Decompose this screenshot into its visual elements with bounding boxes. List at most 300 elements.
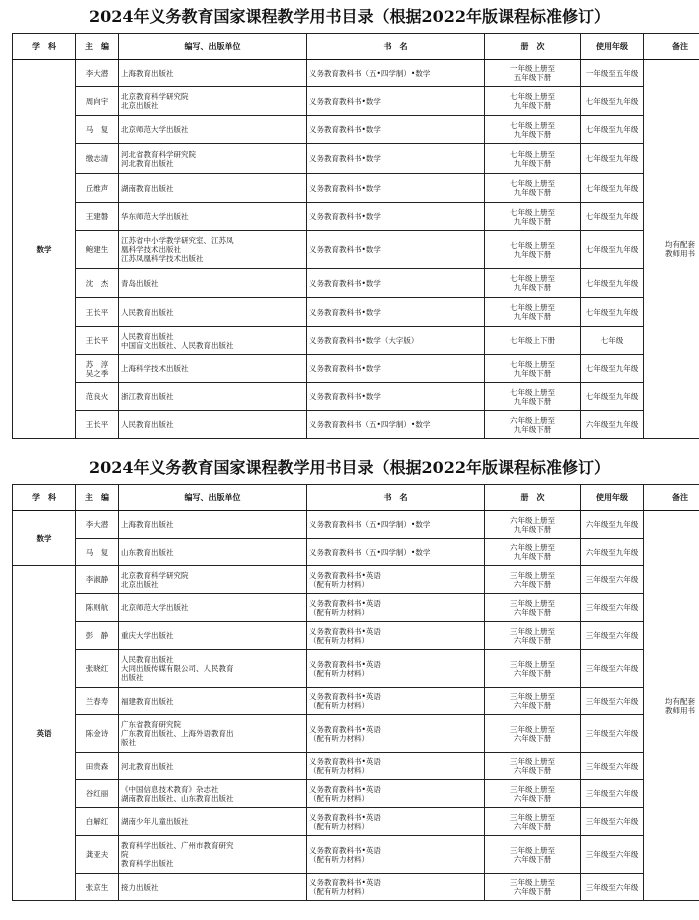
volume-cell-line: 七年级上册至: [510, 240, 555, 250]
volume-cell-line: 六年级下册: [513, 668, 552, 678]
editor-cell: [76, 60, 119, 87]
header-subject: 学 科: [13, 34, 76, 60]
book-title-cell-line: 义务教育教科书•英语: [309, 757, 381, 766]
editor-cell-line: 王长平: [85, 420, 109, 429]
grade-cell: 七年级至九年级: [581, 269, 644, 298]
page-title-repeat: 2024年义务教育国家课程教学用书目录（根据2022年版课程标准修订）: [88, 458, 611, 477]
publisher-cell-line: 人民教育出版社: [121, 307, 174, 317]
volume-cell: [485, 116, 581, 144]
volume-cell-line: 六年级下册: [513, 766, 552, 775]
table-row: [13, 874, 699, 901]
editor-cell: [76, 116, 119, 144]
volume-cell: [485, 808, 581, 836]
book-title-cell: [307, 355, 485, 383]
volume-cell-line: 九年级下册: [513, 552, 552, 561]
publisher-cell: [119, 87, 307, 116]
volume-cell-line: 三年级上册至: [510, 784, 555, 794]
book-title-cell-line: 义务教育教科书•英语: [309, 812, 381, 822]
book-title-cell-line: （配有听力材料）: [309, 821, 369, 831]
table-row: [13, 780, 699, 808]
volume-cell-line: 七年级上册至: [510, 387, 555, 397]
table-row: [13, 383, 699, 411]
book-title-cell-line: 义务教育教科书•英语: [309, 878, 381, 887]
publisher-cell: [119, 511, 307, 539]
note-cell-line: 均有配套: [665, 696, 695, 706]
publisher-cell: [119, 594, 307, 622]
volume-cell-line: 七年级上册至: [510, 92, 555, 101]
grade-cell: 三年级至六年级: [581, 753, 644, 780]
volume-cell: [485, 650, 581, 688]
header-subject: 学 科: [13, 485, 76, 511]
volume-cell-line: 六年级下册: [513, 607, 552, 617]
book-title-cell-line: 义务教育教科书•数学: [309, 154, 381, 163]
publisher-cell: [119, 327, 307, 355]
publisher-cell-line: 中国盲文出版社、人民教育出版社: [121, 340, 234, 350]
volume-cell-line: 九年级下册: [513, 524, 552, 534]
table-row: [13, 622, 699, 650]
volume-cell-line: 九年级下册: [513, 424, 552, 434]
book-title-cell-line: （配有听力材料）: [309, 793, 369, 803]
publisher-cell: [119, 116, 307, 144]
publisher-cell-line: 河北教育出版社: [121, 158, 174, 168]
book-title-cell: [307, 87, 485, 116]
publisher-cell-line: 江苏凤凰科学技术出版社: [121, 254, 204, 263]
table-row: [13, 566, 699, 594]
editor-cell-line: 田贵森: [85, 761, 109, 771]
header-row: [13, 485, 699, 511]
volume-cell-line: 七年级上册至: [510, 120, 555, 130]
grade-cell: 七年级至九年级: [581, 355, 644, 383]
volume-cell: [485, 231, 581, 269]
publisher-cell: [119, 298, 307, 327]
publisher-cell-line: 湖南教育出版社、山东教育出版社: [121, 793, 234, 803]
publisher-cell-line: 人民教育出版社: [121, 331, 174, 341]
subject-cell: 英语: [13, 566, 76, 901]
publisher-cell-line: 北京师范大学出版社: [121, 125, 189, 134]
publisher-cell-line: 教育科学出版社: [121, 859, 174, 868]
editor-cell: [76, 298, 119, 327]
book-title-cell-line: （配有听力材料）: [309, 701, 369, 710]
publisher-cell-line: 北京出版社: [121, 101, 159, 110]
editor-cell-line: 王长平: [85, 307, 109, 317]
volume-cell: [485, 566, 581, 594]
editor-cell-line: 李淑静: [85, 575, 109, 584]
publisher-cell: [119, 383, 307, 411]
grade-cell: 三年级至六年级: [581, 566, 644, 594]
volume-cell: [485, 298, 581, 327]
editor-cell: [76, 715, 119, 753]
book-title-cell: [307, 594, 485, 622]
book-title-cell-line: 义务教育教科书•数学: [309, 212, 381, 221]
book-title-cell: [307, 327, 485, 355]
book-title-cell: [307, 874, 485, 901]
volume-cell-line: 三年级上册至: [510, 692, 555, 701]
volume-cell-line: 三年级上册至: [510, 812, 555, 822]
publisher-cell-line: 广东教育出版社、上海外语教育出: [121, 729, 234, 738]
grade-cell: 六年级至九年级: [581, 411, 644, 439]
editor-cell: [76, 203, 119, 231]
volume-cell-line: 九年级下册: [513, 368, 552, 378]
publisher-cell-line: 《中国信息技术教育》杂志社: [121, 784, 219, 794]
publisher-cell: [119, 269, 307, 298]
volume-cell: [485, 174, 581, 203]
volume-cell: [485, 622, 581, 650]
editor-cell-line: 鲍建生: [85, 245, 109, 254]
editor-cell: [76, 650, 119, 688]
grade-cell: 三年级至六年级: [581, 688, 644, 715]
editor-cell: [76, 144, 119, 174]
publisher-cell-line: 大同出版传媒有限公司、人民教育: [121, 664, 234, 673]
publisher-cell-line: 广东省教育研究院: [121, 720, 181, 729]
publisher-cell: [119, 808, 307, 836]
editor-cell-line: 丘维声: [85, 183, 109, 193]
volume-cell: [485, 411, 581, 439]
volume-cell-line: 六年级上册至: [510, 415, 555, 425]
table-row: [13, 231, 699, 269]
book-title-cell-line: （配有听力材料）: [309, 635, 369, 645]
publisher-cell-line: 北京出版社: [121, 579, 159, 589]
editor-cell: [76, 688, 119, 715]
volume-cell-line: 六年级上册至: [510, 515, 555, 525]
editor-cell: [76, 836, 119, 874]
publisher-cell-line: 上海科学技术出版社: [121, 364, 189, 373]
header-grade: 使用年级: [581, 485, 644, 511]
publisher-cell: [119, 411, 307, 439]
volume-cell-line: 一年级上册至: [510, 64, 555, 73]
subject-cell: 数学: [13, 511, 76, 566]
publisher-cell-line: 人民教育出版社: [121, 655, 174, 664]
book-title-cell-line: 义务教育教科书•数学: [309, 245, 381, 254]
volume-cell-line: 六年级下册: [513, 854, 552, 864]
volume-cell: [485, 539, 581, 566]
publisher-cell-line: 出版社: [121, 673, 144, 682]
book-title-cell: [307, 688, 485, 715]
publisher-cell-line: 湖南教育出版社: [121, 183, 174, 193]
publisher-cell: [119, 622, 307, 650]
editor-cell: [76, 874, 119, 901]
volume-cell: [485, 383, 581, 411]
volume-cell-line: 六年级下册: [513, 733, 552, 743]
volume-cell: [485, 144, 581, 174]
grade-cell: 三年级至六年级: [581, 715, 644, 753]
publisher-cell: [119, 144, 307, 174]
grade-cell: 一年级至五年级: [581, 60, 644, 87]
table-row: [13, 836, 699, 874]
book-title-cell-line: 义务教育教科书（五•四学制）•数学: [309, 68, 431, 78]
note-cell-line: 教师用书: [665, 249, 695, 258]
volume-cell-line: 九年级下册: [513, 312, 552, 321]
header-volume: 册 次: [485, 34, 581, 60]
publisher-cell-line: 上海教育出版社: [121, 520, 174, 529]
table-row: [13, 688, 699, 715]
editor-cell-line: 范良火: [85, 392, 109, 401]
volume-cell-line: 六年级下册: [513, 793, 552, 803]
editor-cell: [76, 87, 119, 116]
grade-cell: 三年级至六年级: [581, 594, 644, 622]
grade-cell: 三年级至六年级: [581, 808, 644, 836]
editor-cell: [76, 539, 119, 566]
volume-cell-line: 七年级上下册: [510, 336, 555, 345]
volume-cell-line: 九年级下册: [513, 129, 552, 139]
volume-cell-line: 三年级上册至: [510, 878, 555, 887]
editor-cell-line: 马 复: [85, 125, 109, 134]
editor-cell-line: 马 复: [85, 547, 109, 557]
publisher-cell-line: 重庆大学出版社: [121, 631, 174, 640]
editor-cell-line: 陈金诗: [85, 729, 109, 738]
book-title-cell-line: （配有听力材料）: [309, 607, 369, 617]
book-title-cell-line: （配有听力材料）: [309, 733, 369, 743]
book-title-cell: [307, 566, 485, 594]
grade-cell: 三年级至六年级: [581, 836, 644, 874]
editor-cell: [76, 566, 119, 594]
book-title-cell: [307, 298, 485, 327]
book-title-cell-line: 义务教育教科书（五•四学制）•数学: [309, 547, 431, 557]
publisher-cell: [119, 174, 307, 203]
volume-cell-line: 三年级上册至: [510, 626, 555, 636]
editor-cell-line: 苏 淳: [85, 359, 109, 369]
editor-cell: [76, 269, 119, 298]
book-title-cell: [307, 60, 485, 87]
editor-cell: [76, 594, 119, 622]
textbook-table-2: [12, 484, 699, 901]
editor-cell: [76, 327, 119, 355]
volume-cell-line: 六年级下册: [513, 701, 552, 710]
table-row: [13, 327, 699, 355]
editor-cell-line: 缴志清: [85, 154, 109, 163]
publisher-cell-line: 福建教育出版社: [121, 696, 174, 706]
editor-cell-line: 王建磐: [85, 212, 109, 221]
note-cell: [644, 60, 699, 439]
publisher-cell-line: 北京教育科学研究院: [121, 570, 189, 580]
volume-cell: [485, 203, 581, 231]
volume-cell-line: 三年级上册至: [510, 724, 555, 734]
header-grade: 使用年级: [581, 34, 644, 60]
header-note: 备注: [644, 485, 699, 511]
book-title-cell-line: 义务教育教科书•数学（大字版）: [309, 336, 419, 345]
volume-cell: [485, 715, 581, 753]
volume-cell-line: 九年级下册: [513, 188, 552, 197]
publisher-cell: [119, 715, 307, 753]
table-row: [13, 116, 699, 144]
book-title-cell-line: 义务教育教科书•数学: [309, 96, 381, 106]
table-row: [13, 203, 699, 231]
editor-cell-line: 吴之季: [85, 368, 109, 378]
table-row: [13, 355, 699, 383]
book-title-cell: [307, 511, 485, 539]
book-title-cell-line: （配有听力材料）: [309, 766, 369, 775]
volume-cell: [485, 594, 581, 622]
book-title-cell-line: 义务教育教科书（五•四学制）•数学: [309, 520, 431, 529]
header-publisher: 编写、出版单位: [119, 485, 307, 511]
publisher-cell: [119, 60, 307, 87]
volume-cell: [485, 688, 581, 715]
grade-cell: 七年级至九年级: [581, 116, 644, 144]
publisher-cell-line: 人民教育出版社: [121, 420, 174, 429]
grade-cell: 三年级至六年级: [581, 780, 644, 808]
book-title-cell-line: 义务教育教科书•英语: [309, 724, 381, 734]
header-book: 书 名: [307, 34, 485, 60]
header-book: 书 名: [307, 485, 485, 511]
editor-cell-line: 李大潜: [85, 68, 109, 78]
table-row: [13, 298, 699, 327]
publisher-cell-line: 江苏省中小学教学研究室、江苏凤: [121, 236, 234, 245]
editor-cell: [76, 231, 119, 269]
volume-cell: [485, 355, 581, 383]
publisher-cell-line: 版社: [121, 738, 136, 747]
note-cell-line: 均有配套: [665, 240, 695, 249]
table-row: [13, 144, 699, 174]
grade-cell: 七年级至九年级: [581, 144, 644, 174]
grade-cell: 七年级至九年级: [581, 87, 644, 116]
editor-cell-line: 王长平: [85, 336, 109, 345]
book-title-cell-line: （配有听力材料）: [309, 854, 369, 864]
volume-cell-line: 三年级上册至: [510, 845, 555, 855]
note-cell-line: 教师用书: [665, 705, 695, 715]
volume-cell-line: 六年级上册至: [510, 543, 555, 552]
header-row: [13, 34, 699, 60]
publisher-cell-line: 接力出版社: [121, 882, 159, 892]
volume-cell: [485, 87, 581, 116]
book-title-cell: [307, 269, 485, 298]
book-title-cell-line: 义务教育教科书•英语: [309, 692, 381, 701]
book-title-cell: [307, 780, 485, 808]
volume-cell: [485, 327, 581, 355]
header-volume: 册 次: [485, 485, 581, 511]
page-title: 2024年义务教育国家课程教学用书目录（根据2022年版课程标准修订）: [88, 7, 611, 26]
publisher-cell-line: 河北省教育科学研究院: [121, 149, 196, 159]
editor-cell-line: 白解红: [85, 817, 109, 826]
book-title-cell-line: 义务教育教科书•英语: [309, 784, 381, 794]
table-row: [13, 87, 699, 116]
grade-cell: 七年级: [581, 327, 644, 355]
book-title-cell: [307, 116, 485, 144]
volume-cell-line: 六年级下册: [513, 887, 552, 896]
book-title-cell: [307, 808, 485, 836]
publisher-cell-line: 山东教育出版社: [121, 547, 174, 557]
publisher-cell: [119, 836, 307, 874]
book-title-cell-line: （配有听力材料）: [309, 579, 369, 589]
book-title-cell: [307, 411, 485, 439]
volume-cell: [485, 60, 581, 87]
editor-cell: [76, 808, 119, 836]
grade-cell: 七年级至九年级: [581, 203, 644, 231]
volume-cell-line: 九年级下册: [513, 216, 552, 226]
editor-cell: [76, 355, 119, 383]
editor-cell: [76, 511, 119, 539]
subject-cell: 数学: [13, 60, 76, 439]
grade-cell: 七年级至九年级: [581, 231, 644, 269]
volume-cell-line: 七年级上册至: [510, 149, 555, 159]
book-title-cell-line: （配有听力材料）: [309, 887, 369, 896]
table-row: [13, 594, 699, 622]
volume-cell-line: 六年级下册: [513, 821, 552, 831]
volume-cell-line: 七年级上册至: [510, 179, 555, 188]
book-title-cell: [307, 836, 485, 874]
book-title-cell-line: 义务教育教科书•数学: [309, 307, 381, 317]
publisher-cell-line: 上海教育出版社: [121, 68, 174, 78]
grade-cell: 三年级至六年级: [581, 874, 644, 901]
book-title-cell-line: 义务教育教科书•英语: [309, 570, 381, 580]
publisher-cell: [119, 231, 307, 269]
table-row: [13, 808, 699, 836]
table-row: [13, 269, 699, 298]
book-title-cell-line: 义务教育教科书•英语: [309, 659, 381, 669]
volume-cell: [485, 836, 581, 874]
publisher-cell-line: 凰科学技术出版社: [121, 245, 181, 254]
editor-cell-line: 张京生: [85, 882, 109, 892]
volume-cell-line: 九年级下册: [513, 396, 552, 406]
volume-cell-line: 六年级下册: [513, 635, 552, 645]
note-cell: [644, 511, 699, 901]
grade-cell: 七年级至九年级: [581, 298, 644, 327]
editor-cell-line: 兰春寿: [85, 696, 109, 706]
table-row: [13, 650, 699, 688]
volume-cell: [485, 874, 581, 901]
editor-cell: [76, 383, 119, 411]
publisher-cell: [119, 650, 307, 688]
publisher-cell: [119, 566, 307, 594]
publisher-cell: [119, 874, 307, 901]
publisher-cell-line: 院: [121, 850, 129, 859]
book-title-cell-line: 义务教育教科书•数学: [309, 125, 381, 134]
book-title-cell: [307, 203, 485, 231]
editor-cell: [76, 174, 119, 203]
volume-cell-line: 七年级上册至: [510, 303, 555, 312]
publisher-cell: [119, 539, 307, 566]
book-title-cell: [307, 383, 485, 411]
editor-cell-line: 谷红丽: [85, 789, 109, 798]
editor-cell: [76, 780, 119, 808]
volume-cell-line: 九年级下册: [513, 283, 552, 292]
volume-cell-line: 七年级上册至: [510, 207, 555, 217]
volume-cell-line: 九年级下册: [513, 249, 552, 259]
book-title-cell-line: 义务教育教科书•英语: [309, 845, 381, 855]
volume-cell-line: 六年级下册: [513, 579, 552, 589]
table-row: [13, 511, 699, 539]
table-row: [13, 411, 699, 439]
book-title-cell-line: 义务教育教科书•数学: [309, 183, 381, 193]
volume-cell-line: 七年级上册至: [510, 274, 555, 283]
grade-cell: 七年级至九年级: [581, 174, 644, 203]
grade-cell: 七年级至九年级: [581, 383, 644, 411]
book-title-cell-line: 义务教育教科书•英语: [309, 626, 381, 636]
publisher-cell-line: 北京师范大学出版社: [121, 603, 189, 612]
publisher-cell: [119, 780, 307, 808]
book-title-cell-line: 义务教育教科书•数学: [309, 392, 381, 401]
book-title-cell: [307, 622, 485, 650]
grade-cell: 六年级至九年级: [581, 539, 644, 566]
editor-cell-line: 李大潜: [85, 520, 109, 529]
editor-cell: [76, 411, 119, 439]
volume-cell-line: 三年级上册至: [510, 570, 555, 580]
table-row: [13, 715, 699, 753]
volume-cell: [485, 511, 581, 539]
publisher-cell-line: 华东师范大学出版社: [121, 212, 189, 221]
publisher-cell: [119, 753, 307, 780]
volume-cell: [485, 780, 581, 808]
editor-cell-line: 彭 静: [85, 631, 109, 640]
editor-cell-line: 张晓红: [85, 664, 109, 673]
publisher-cell-line: 浙江教育出版社: [121, 392, 174, 401]
grade-cell: 六年级至九年级: [581, 511, 644, 539]
book-title-cell: [307, 231, 485, 269]
volume-cell-line: 七年级上册至: [510, 359, 555, 369]
table-row: [13, 60, 699, 87]
book-title-cell: [307, 144, 485, 174]
grade-cell: 三年级至六年级: [581, 622, 644, 650]
volume-cell-line: 九年级下册: [513, 101, 552, 110]
book-title-cell-line: 义务教育教科书（五•四学制）•数学: [309, 420, 431, 429]
